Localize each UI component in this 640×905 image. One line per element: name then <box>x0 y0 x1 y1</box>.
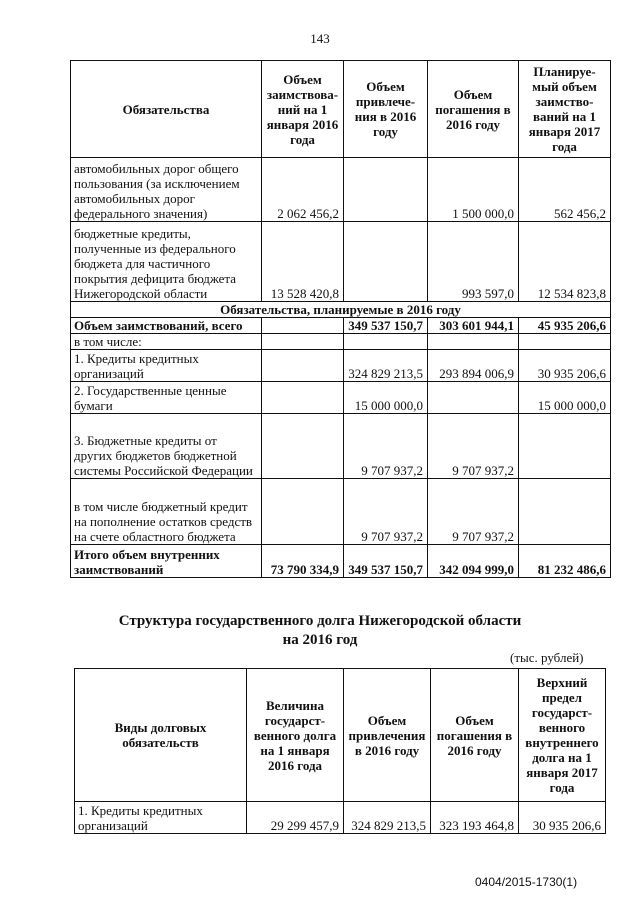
value-cell <box>519 414 611 479</box>
table-row <box>71 479 611 545</box>
title-line: на 2016 год <box>282 632 358 648</box>
value-cell <box>428 334 519 350</box>
value-cell <box>519 334 611 350</box>
value-cell: 30 935 206,6 <box>519 350 611 382</box>
units-label: (тыс. рублей) <box>510 650 584 665</box>
value-cell: 9 707 937,2 <box>344 479 428 545</box>
table-row <box>71 414 611 479</box>
column-header: Объем погашения в 2016 году <box>431 669 519 802</box>
obligation-cell: 1. Кредиты кредитных организаций <box>75 802 247 834</box>
table-row <box>75 802 606 834</box>
table-row <box>71 334 611 350</box>
debt-structure-table <box>74 668 606 834</box>
table-header-row <box>71 61 611 158</box>
value-cell: 45 935 206,6 <box>519 318 611 334</box>
value-cell: 1 500 000,0 <box>428 158 519 222</box>
value-cell: 349 537 150,7 <box>344 545 428 578</box>
value-cell <box>262 350 344 382</box>
value-cell: 993 597,0 <box>428 222 519 302</box>
value-cell: 303 601 944,1 <box>428 318 519 334</box>
value-cell: 323 193 464,8 <box>431 802 519 834</box>
document-code: 0404/2015-1730(1) <box>475 875 578 889</box>
value-cell <box>344 334 428 350</box>
column-header: Верхний предел государст-венного внутреннего долга на 1 января 2017 года <box>519 669 606 802</box>
value-cell <box>262 318 344 334</box>
obligation-cell: 2. Государственные ценные бумаги <box>71 382 262 414</box>
obligation-cell: автомобильных дорог общего пользования (за исключением автомобильных дорог федерального значения) <box>71 158 262 222</box>
title-line: Структура государственного долга Нижегородской области <box>118 613 522 629</box>
value-cell: 29 299 457,9 <box>247 802 344 834</box>
value-cell <box>344 158 428 222</box>
value-cell: 15 000 000,0 <box>519 382 611 414</box>
value-cell: 9 707 937,2 <box>344 414 428 479</box>
value-cell <box>262 334 344 350</box>
column-header: Объем привлече-ния в 2016 году <box>344 61 428 158</box>
value-cell: 562 456,2 <box>519 158 611 222</box>
column-header: Планируе-мый объем заимство-ваний на 1 января 2017 года <box>519 61 611 158</box>
value-cell <box>262 479 344 545</box>
value-cell <box>262 382 344 414</box>
value-cell: 349 537 150,7 <box>344 318 428 334</box>
value-cell: 81 232 486,6 <box>519 545 611 578</box>
obligation-cell: бюджетные кредиты, полученные из федерального бюджета для частичного покрытия дефицита бюджета Нижегородской области <box>71 222 262 302</box>
obligation-cell: Итого объем внутренних заимствований <box>71 545 262 578</box>
value-cell: 9 707 937,2 <box>428 414 519 479</box>
value-cell: 30 935 206,6 <box>519 802 606 834</box>
obligation-cell: 3. Бюджетные кредиты от других бюджетов бюджетной системы Российской Федерации <box>71 414 262 479</box>
section-row <box>71 302 611 318</box>
total-row <box>71 545 611 578</box>
column-header: Виды долговых обязательств <box>75 669 247 802</box>
obligation-cell: в том числе: <box>71 334 262 350</box>
column-header: Объем привлечения в 2016 году <box>344 669 431 802</box>
table-row <box>71 382 611 414</box>
table-row <box>71 318 611 334</box>
table-header-row <box>75 669 606 802</box>
value-cell: 15 000 000,0 <box>344 382 428 414</box>
borrowings-table <box>70 60 611 578</box>
value-cell <box>262 414 344 479</box>
value-cell <box>428 382 519 414</box>
table-row <box>71 222 611 302</box>
value-cell: 9 707 937,2 <box>428 479 519 545</box>
table-row <box>71 350 611 382</box>
value-cell: 342 094 999,0 <box>428 545 519 578</box>
column-header: Обязательства <box>71 61 262 158</box>
value-cell: 324 829 213,5 <box>344 802 431 834</box>
obligation-cell: в том числе бюджетный кредит на пополнение остатков средств на счете областного бюджета <box>71 479 262 545</box>
value-cell <box>519 479 611 545</box>
page-number: 143 <box>310 31 330 46</box>
value-cell: 2 062 456,2 <box>262 158 344 222</box>
value-cell <box>344 222 428 302</box>
section-title: Обязательства, планируемые в 2016 году <box>71 302 611 318</box>
section-title <box>0 612 640 650</box>
value-cell: 73 790 334,9 <box>262 545 344 578</box>
column-header: Объем погашения в 2016 году <box>428 61 519 158</box>
value-cell: 12 534 823,8 <box>519 222 611 302</box>
obligation-cell: Объем заимствований, всего <box>71 318 262 334</box>
column-header: Величина государст-венного долга на 1 января 2016 года <box>247 669 344 802</box>
table-row <box>71 158 611 222</box>
value-cell: 13 528 420,8 <box>262 222 344 302</box>
value-cell: 293 894 006,9 <box>428 350 519 382</box>
obligation-cell: 1. Кредиты кредитных организаций <box>71 350 262 382</box>
value-cell: 324 829 213,5 <box>344 350 428 382</box>
column-header: Объем заимствова-ний на 1 января 2016 года <box>262 61 344 158</box>
